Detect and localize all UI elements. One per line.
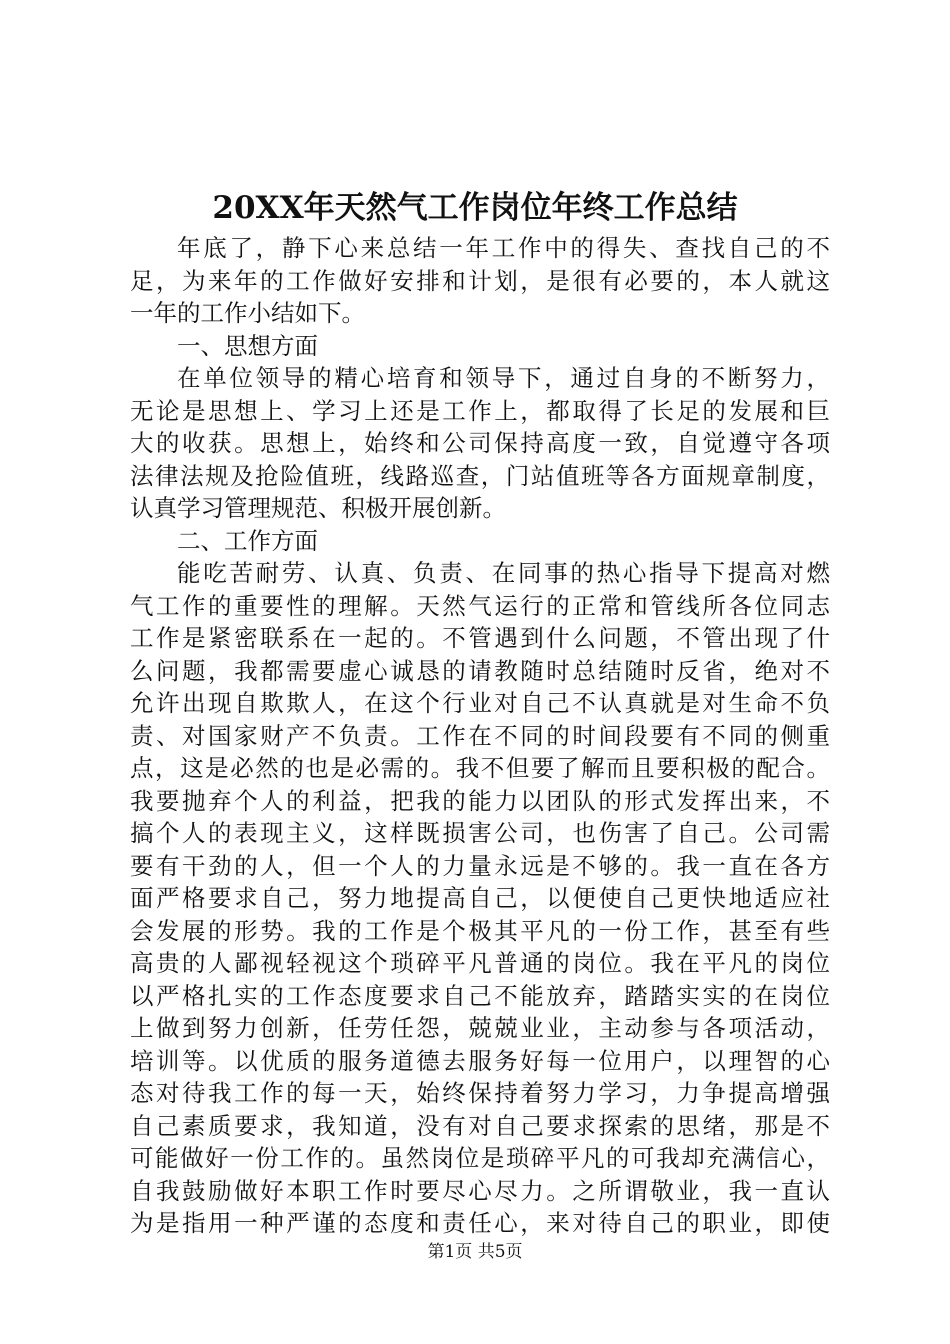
paragraph-line: 搞个人的表现主义，这样既损害公司，也伤害了自己。公司需: [130, 819, 830, 847]
paragraph-line: 允许出现自欺欺人，在这个行业对自己不认真就是对生命不负: [130, 689, 830, 717]
paragraph-line: 一年的工作小结如下。: [130, 299, 365, 327]
paragraph-line: 高贵的人鄙视轻视这个琐碎平凡普通的岗位。我在平凡的岗位: [130, 949, 830, 977]
paragraph-line: 大的收获。思想上，始终和公司保持高度一致，自觉遵守各项: [130, 429, 830, 457]
paragraph-line: 在单位领导的精心培育和领导下，通过自身的不断努力，: [177, 364, 830, 392]
document-title: 20XX年天然气工作岗位年终工作总结: [212, 190, 738, 226]
paragraph-line: 态对待我工作的每一天，始终保持着努力学习，力争提高增强: [130, 1079, 830, 1107]
paragraph-line: 足，为来年的工作做好安排和计划，是很有必要的，本人就这: [130, 266, 830, 295]
section-heading-thought: 一、思想方面: [177, 331, 318, 360]
section-heading-work: 二、工作方面: [177, 526, 318, 555]
paragraph-line: 我要抛弃个人的利益，把我的能力以团队的形式发挥出来，不: [130, 786, 830, 815]
page-number-footer: 第1页 共5页: [427, 1242, 523, 1262]
paragraph-line: 会发展的形势。我的工作是个极其平凡的一份工作，甚至有些: [130, 916, 830, 945]
document-body: [130, 232, 830, 1240]
paragraph-line: 法律法规及抢险值班，线路巡查，门站值班等各方面规章制度，: [130, 461, 830, 490]
paragraph-line: 以严格扎实的工作态度要求自己不能放弃，踏踏实实的在岗位: [130, 981, 830, 1010]
paragraph-line: 自我鼓励做好本职工作时要尽心尽力。之所谓敬业，我一直认: [130, 1176, 830, 1205]
paragraph-line: 面严格要求自己，努力地提高自己，以便使自己更快地适应社: [130, 884, 830, 912]
paragraph-line: 认真学习管理规范、积极开展创新。: [130, 494, 506, 522]
paragraph-line: 责、对国家财产不负责。工作在不同的时间段要有不同的侧重: [130, 721, 830, 750]
paragraph-line: 为是指用一种严谨的态度和责任心，来对待自己的职业，即使: [130, 1209, 830, 1237]
paragraph-line: 气工作的重要性的理解。天然气运行的正常和管线所各位同志: [130, 591, 830, 620]
paragraph-line: 无论是思想上、学习上还是工作上，都取得了长足的发展和巨: [130, 396, 830, 425]
paragraph-line: 培训等。以优质的服务道德去服务好每一位用户，以理智的心: [130, 1046, 830, 1075]
paragraph-line: 能吃苦耐劳、认真、负责、在同事的热心指导下提高对燃: [177, 559, 830, 587]
paragraph-line: 要有干劲的人，但一个人的力量永远是不够的。我一直在各方: [130, 851, 830, 880]
paragraph-line: 年底了，静下心来总结一年工作中的得失、查找自己的不: [177, 234, 830, 262]
paragraph-line: 工作是紧密联系在一起的。不管遇到什么问题，不管出现了什: [130, 624, 830, 652]
paragraph-line: 么问题，我都需要虚心诚恳的请教随时总结随时反省，绝对不: [130, 656, 830, 685]
paragraph-line: 自己素质要求，我知道，没有对自己要求探索的思绪，那是不: [130, 1111, 830, 1140]
paragraph-line: 点，这是必然的也是必需的。我不但要了解而且要积极的配合。: [130, 754, 830, 782]
paragraph-line: 上做到努力创新，任劳任怨，兢兢业业，主动参与各项活动，: [130, 1014, 830, 1042]
paragraph-line: 可能做好一份工作的。虽然岗位是琐碎平凡的可我却充满信心，: [130, 1144, 830, 1172]
